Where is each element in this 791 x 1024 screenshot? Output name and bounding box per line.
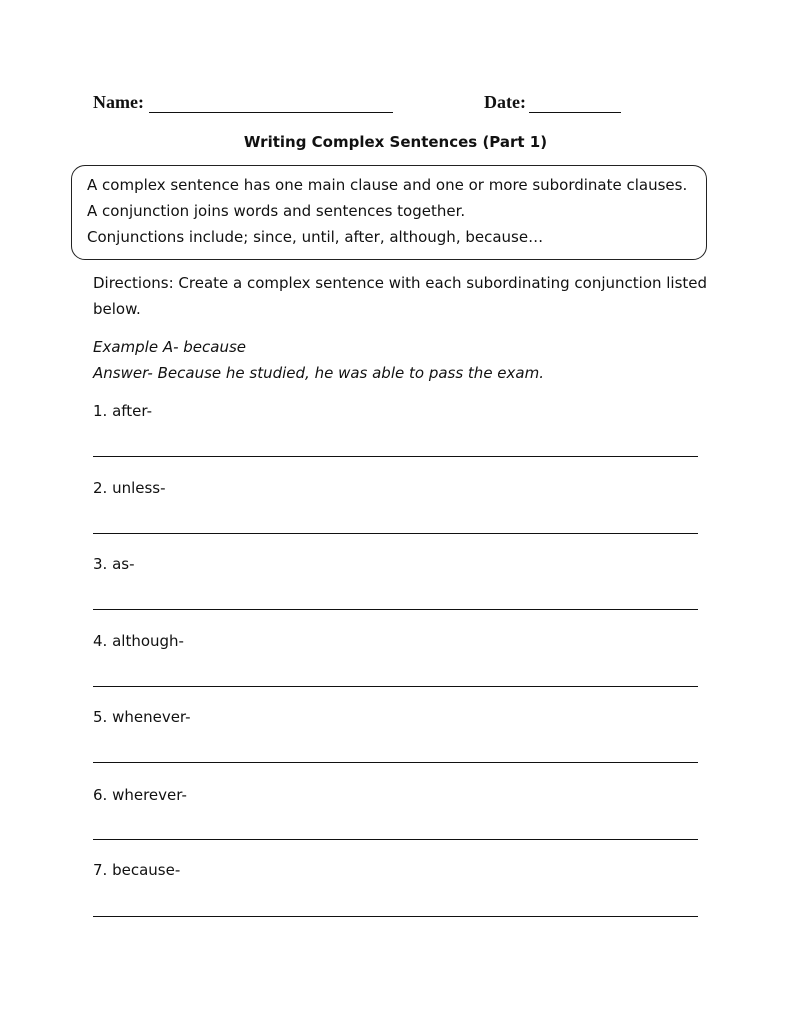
date-label: Date: — [484, 92, 526, 112]
answer-line-as[interactable] — [93, 609, 698, 610]
info-line-complex-sentence: A complex sentence has one main clause and one or more subordinate clauses. — [87, 176, 688, 194]
info-line-conjunction-examples: Conjunctions include; since, until, after, although, because… — [87, 228, 544, 246]
page-title: Writing Complex Sentences (Part 1) — [243, 133, 548, 151]
answer-line-because[interactable] — [93, 916, 698, 917]
info-box — [71, 165, 707, 260]
name-field[interactable] — [149, 112, 393, 113]
item-label-although: 4. although- — [93, 632, 184, 650]
item-label-because: 7. because- — [93, 861, 181, 879]
answer-line-unless[interactable] — [93, 533, 698, 534]
answer-line-after[interactable] — [93, 456, 698, 457]
answer-line-whenever[interactable] — [93, 762, 698, 763]
example-prompt: Example A- because — [93, 338, 247, 356]
directions-line-1: Directions: Create a complex sentence with each subordinating conjunction listed — [93, 274, 708, 292]
answer-line-although[interactable] — [93, 686, 698, 687]
item-label-as: 3. as- — [93, 555, 135, 573]
date-field[interactable] — [529, 112, 621, 113]
header-row — [93, 92, 653, 116]
answer-line-wherever[interactable] — [93, 839, 698, 840]
name-label: Name: — [93, 92, 144, 112]
item-label-after: 1. after- — [93, 402, 153, 420]
example-answer: Answer- Because he studied, he was able to pass the exam. — [93, 364, 544, 382]
item-label-whenever: 5. whenever- — [93, 708, 191, 726]
item-label-unless: 2. unless- — [93, 479, 166, 497]
info-line-conjunction: A conjunction joins words and sentences together. — [87, 202, 466, 220]
item-label-wherever: 6. wherever- — [93, 786, 187, 804]
directions-line-2: below. — [93, 300, 141, 318]
